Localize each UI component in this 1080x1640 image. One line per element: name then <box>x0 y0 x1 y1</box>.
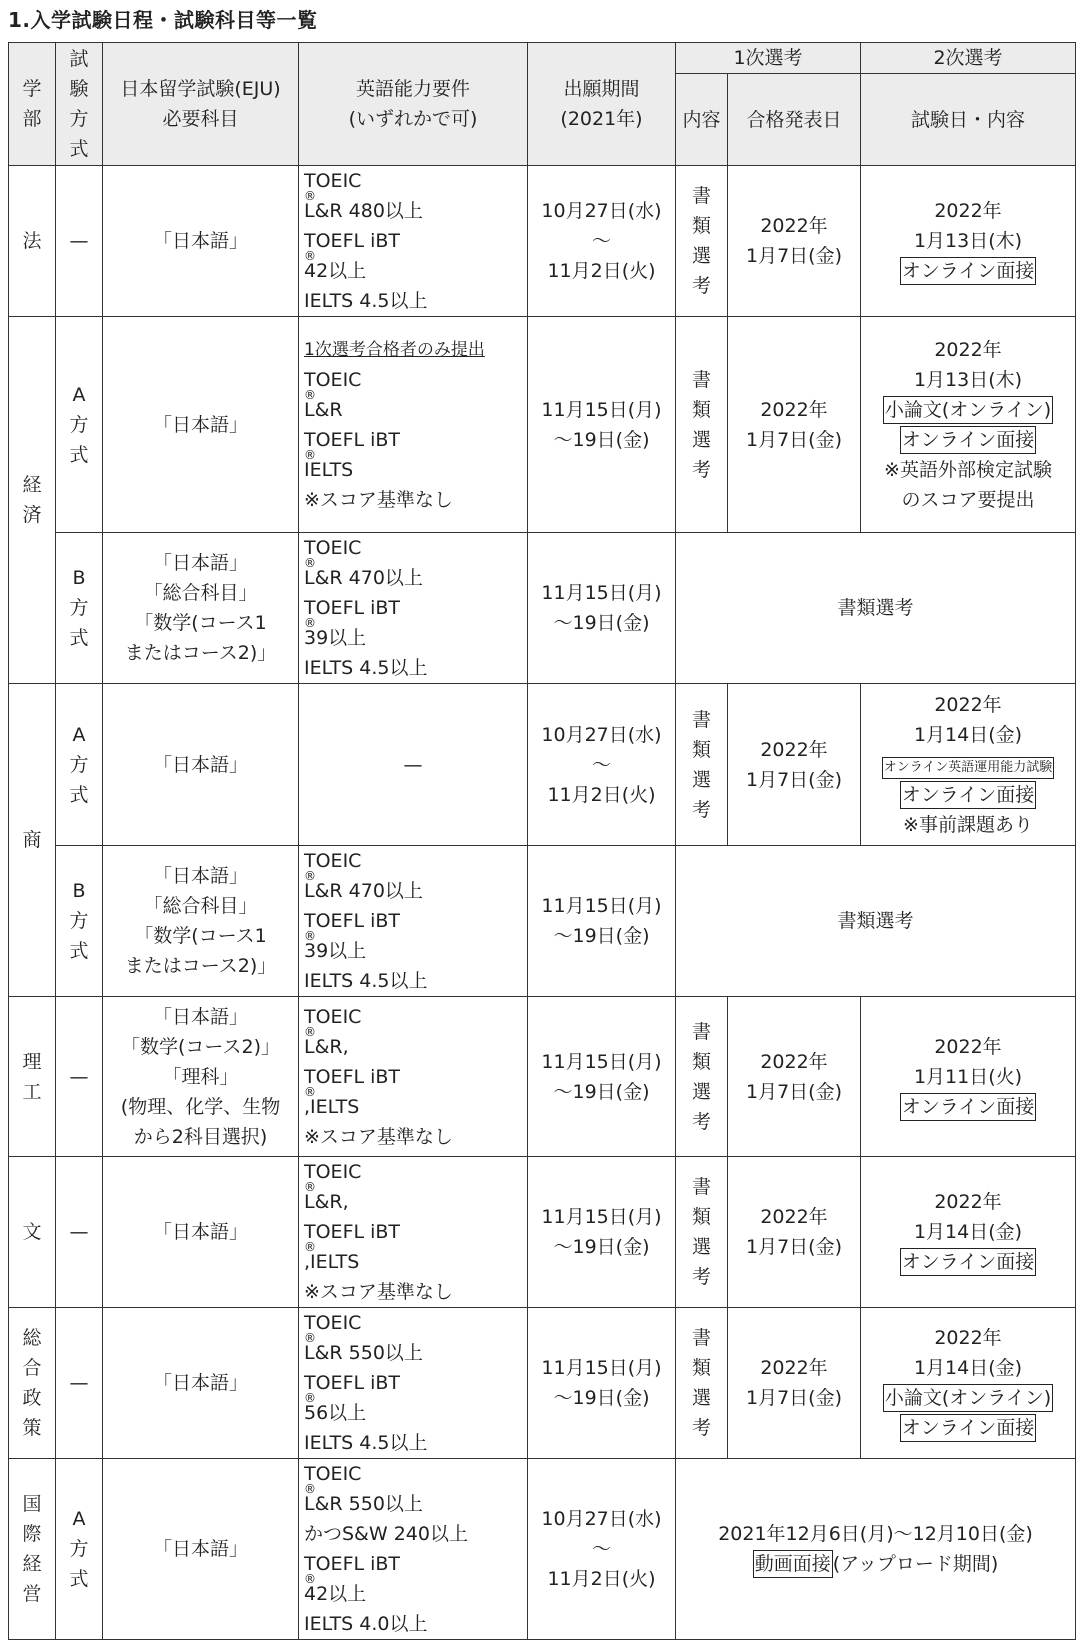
line-item: 1月7日(金) <box>745 1387 842 1409</box>
period-cell <box>528 684 676 846</box>
eju-cell <box>103 1308 299 1459</box>
english-requirement-cell <box>299 317 528 533</box>
line-item: 考 <box>691 458 711 481</box>
line-item: 部 <box>22 108 42 130</box>
line-item: 経 <box>22 1553 42 1575</box>
line-item: 方 <box>69 1538 89 1560</box>
line-item: 式 <box>69 783 89 806</box>
exam-boxed-items <box>861 256 1075 286</box>
line-item: 「数学(コース1 <box>134 612 267 634</box>
line-item: 1月7日(金) <box>745 1236 842 1258</box>
line-item: 2022年 <box>760 1357 828 1379</box>
line-item: A <box>72 723 86 746</box>
line-item: 式 <box>69 1568 89 1590</box>
line-item: またはコース2)」 <box>124 955 277 977</box>
exam-date-text <box>861 196 1075 256</box>
exam-cell <box>861 317 1076 533</box>
method-cell: — <box>56 997 103 1157</box>
table-row-econ-b <box>9 533 1076 684</box>
line-item: 1月7日(金) <box>745 428 842 451</box>
pass-date-cell <box>728 684 861 846</box>
method-cell: — <box>56 166 103 317</box>
header-row-1 <box>9 43 1076 74</box>
line-item: 2022年 <box>934 338 1002 361</box>
table-row-letters <box>9 1157 1076 1308</box>
line-item: TOEFL iBT ® 39以上 <box>304 910 401 962</box>
schedule-cell <box>676 1459 1076 1640</box>
line-item: ※スコア基準なし <box>304 1281 453 1303</box>
eju-cell <box>103 1459 299 1640</box>
line-item: 「日本語」 <box>152 1372 248 1394</box>
line-item: TOEIC ® L&R 470以上 <box>304 850 423 902</box>
period-cell <box>528 317 676 533</box>
line-item: 2022年 <box>934 200 1002 222</box>
line-item: 選 <box>691 1080 711 1103</box>
period-cell <box>528 1308 676 1459</box>
line-item: ※事前課題あり <box>903 813 1033 836</box>
line-item: IELTS 4.5以上 <box>304 657 428 679</box>
line-item: 1月14日(金) <box>913 723 1023 746</box>
line-item: 「数学(コース2)」 <box>121 1035 280 1058</box>
line-item: 〜19日(金) <box>553 612 650 634</box>
faculty-cell <box>9 684 56 997</box>
line-item: 1月7日(金) <box>745 245 842 267</box>
line-item: 11月15日(月) <box>541 1357 662 1379</box>
method-cell <box>56 684 103 846</box>
line-item: 1月13日(木) <box>913 230 1023 252</box>
boxed-exam-item: 小論文(オンライン) <box>883 1384 1053 1412</box>
line-item: 方 <box>69 753 89 776</box>
line-item: 2022年 <box>934 1327 1002 1349</box>
pass-date-cell <box>728 997 861 1157</box>
line-item: (物理、化学、生物 <box>120 1095 281 1118</box>
line-item: 学 <box>22 78 42 100</box>
line-item: TOEIC ® L&R, <box>304 1005 362 1058</box>
line-item: A <box>72 383 86 406</box>
line-item: 「日本語」 <box>152 753 248 776</box>
eju-cell <box>103 997 299 1157</box>
line-item: 類 <box>691 1050 711 1073</box>
line-item: 10月27日(水) <box>541 200 662 222</box>
line-item: 総 <box>22 1327 42 1349</box>
line-item: 方 <box>69 413 89 436</box>
line-item: 方 <box>69 108 89 130</box>
line-item: 11月2日(火) <box>547 260 656 282</box>
exam-note <box>861 455 1075 515</box>
exam-cell <box>861 997 1076 1157</box>
line-item: 経 <box>22 474 42 496</box>
method-cell: — <box>56 1157 103 1308</box>
period-cell <box>528 166 676 317</box>
faculty-cell <box>9 997 56 1157</box>
line-item: 試 <box>69 48 89 70</box>
line-item: 「日本語」 <box>152 1538 248 1560</box>
table-row-science <box>9 997 1076 1157</box>
exam-boxed-items <box>861 1092 1075 1122</box>
english-list <box>304 365 527 515</box>
boxed-exam-item: オンライン面接 <box>900 426 1036 454</box>
line-item: 類 <box>691 215 711 237</box>
line-item: IELTS 4.5以上 <box>304 290 428 312</box>
faculty-cell <box>9 1308 56 1459</box>
line-item: 2022年 <box>760 738 828 761</box>
page-title: 1.入学試験日程・試験科目等一覧 <box>8 8 318 32</box>
line-item: 〜 <box>591 230 611 252</box>
line-item: TOEFL iBT ® 42以上 <box>304 1553 401 1605</box>
line-item: 考 <box>691 1417 711 1439</box>
line-item: 1月7日(金) <box>745 768 842 791</box>
line-item: 出願期間 <box>563 78 640 100</box>
content-cell <box>676 166 728 317</box>
english-requirement-cell <box>299 166 528 317</box>
header-period <box>528 43 676 166</box>
line-item: 書 <box>691 185 711 207</box>
line-item: 「日本語」 <box>152 865 248 887</box>
line-item: 商 <box>22 829 42 851</box>
line-item: 1月11日(火) <box>913 1065 1023 1088</box>
boxed-exam-item: オンライン面接 <box>900 1414 1036 1442</box>
exam-boxed-items <box>861 1247 1075 1277</box>
method-cell: — <box>56 1308 103 1459</box>
line-item: 1月7日(金) <box>745 1080 842 1103</box>
eju-cell <box>103 317 299 533</box>
line-item: 〜19日(金) <box>553 1387 650 1409</box>
line-item: 式 <box>69 138 89 160</box>
line-item: TOEFL iBT ® 42以上 <box>304 230 401 282</box>
line-item: 〜 <box>591 753 611 776</box>
method-cell <box>56 846 103 997</box>
line-item: ※スコア基準なし <box>304 488 453 511</box>
pass-date-cell <box>728 317 861 533</box>
english-requirement-cell <box>299 997 528 1157</box>
line-item: IELTS 4.5以上 <box>304 1432 428 1454</box>
line-item: 11月15日(月) <box>541 582 662 604</box>
header-content: 内容 <box>676 74 728 166</box>
line-item: 2022年 <box>934 693 1002 716</box>
line-item: TOEIC ® L&R 480以上 <box>304 170 423 222</box>
header-method <box>56 43 103 166</box>
exam-date-text <box>861 1323 1075 1383</box>
line-item: 考 <box>691 1266 711 1288</box>
line-item: 選 <box>691 428 711 451</box>
line-item: 必要科目 <box>162 108 239 130</box>
exam-date-text <box>861 690 1075 750</box>
line-item: 11月2日(火) <box>547 783 656 806</box>
line-item: かつS&W 240以上 <box>304 1523 468 1545</box>
line-item: 選 <box>691 245 711 267</box>
line-item: TOEFL iBT ® 39以上 <box>304 597 401 649</box>
exam-note <box>861 810 1075 840</box>
line-item: 験 <box>69 78 89 100</box>
line-item: 選 <box>691 1236 711 1258</box>
line-item: 書 <box>691 1327 711 1349</box>
period-cell <box>528 1459 676 1640</box>
line-item: 理 <box>22 1050 42 1073</box>
faculty-cell <box>9 166 56 317</box>
line-item: 「日本語」 <box>152 552 248 574</box>
line-item: 〜19日(金) <box>553 428 650 451</box>
english-requirement-cell <box>299 533 528 684</box>
exam-date-text <box>861 1032 1075 1092</box>
line-item: 考 <box>691 798 711 821</box>
line-item: ※英語外部検定試験 <box>884 458 1052 481</box>
line-item: 選 <box>691 768 711 791</box>
line-item: 式 <box>69 443 89 466</box>
table-row-policy <box>9 1308 1076 1459</box>
line-item: 1月13日(木) <box>913 368 1023 391</box>
selection-cell: 書類選考 <box>676 846 1076 997</box>
eju-cell <box>103 1157 299 1308</box>
line-item: TOEIC ® L&R 470以上 <box>304 537 423 589</box>
line-item: 書 <box>691 1020 711 1043</box>
boxed-exam-item: オンライン面接 <box>900 1248 1036 1276</box>
exam-date-text <box>861 1187 1075 1247</box>
pass-date-cell <box>728 1157 861 1308</box>
exam-cell <box>861 684 1076 846</box>
line-item: B <box>72 880 86 902</box>
method-cell <box>56 317 103 533</box>
table-row-international <box>9 1459 1076 1640</box>
line-item: 「日本語」 <box>152 230 248 252</box>
header-faculty <box>9 43 56 166</box>
line-item: 2022年 <box>934 1191 1002 1213</box>
header-pass-date: 合格発表日 <box>728 74 861 166</box>
line-item: 「総合科目」 <box>143 895 258 917</box>
line-item: 「日本語」 <box>152 413 248 436</box>
pass-date-cell <box>728 166 861 317</box>
faculty-cell <box>9 317 56 684</box>
line-item: 11月15日(月) <box>541 398 662 421</box>
period-cell <box>528 997 676 1157</box>
english-requirement-cell <box>299 1308 528 1459</box>
method-cell <box>56 533 103 684</box>
line-item: TOEIC ® L&R 550以上 <box>304 1463 423 1515</box>
line-item: 2022年 <box>760 1050 828 1073</box>
eju-cell <box>103 166 299 317</box>
line-item: 〜19日(金) <box>553 925 650 947</box>
line-item: 2022年 <box>934 1035 1002 1058</box>
line-item: (いずれかで可) <box>348 108 478 130</box>
line-item: 式 <box>69 940 89 962</box>
line-item: 2022年 <box>760 398 828 421</box>
table-row-commerce-a <box>9 684 1076 846</box>
faculty-cell <box>9 1459 56 1640</box>
line-item: 「数学(コース1 <box>134 925 267 947</box>
line-item: A <box>72 1508 86 1530</box>
line-item: 策 <box>22 1417 42 1439</box>
line-item: TOEFL iBT ® ,IELTS <box>304 1221 401 1273</box>
english-test-box: オンライン英語運用能力試験 <box>882 757 1055 779</box>
pass-date-cell <box>728 1308 861 1459</box>
line-item: 〜19日(金) <box>553 1236 650 1258</box>
line-item: 政 <box>22 1387 42 1409</box>
header-exam-date: 試験日・内容 <box>861 74 1076 166</box>
line-item: 法 <box>22 230 42 252</box>
line-item: 類 <box>691 1206 711 1228</box>
exam-cell <box>861 1308 1076 1459</box>
content-cell <box>676 317 728 533</box>
line-item: 類 <box>691 398 711 421</box>
upload-period-text: (アップロード期間) <box>832 1553 999 1575</box>
line-item: 考 <box>691 275 711 297</box>
line-item: 考 <box>691 1110 711 1133</box>
line-item: 式 <box>69 627 89 649</box>
line-item: 11月15日(月) <box>541 895 662 917</box>
header-first-selection: 1次選考 <box>676 43 861 74</box>
line-item: 〜19日(金) <box>553 1080 650 1103</box>
content-cell <box>676 684 728 846</box>
line-item: 10月27日(水) <box>541 1508 662 1530</box>
line-item: 書 <box>691 1176 711 1198</box>
line-item: 済 <box>22 504 42 526</box>
line-item: IELTS 4.0以上 <box>304 1613 428 1635</box>
line-item: 書 <box>691 368 711 391</box>
exam-boxed-items <box>861 780 1075 810</box>
line-item: 合 <box>22 1357 42 1379</box>
header-english <box>299 43 528 166</box>
line-item: 国 <box>22 1493 42 1515</box>
content-cell <box>676 1157 728 1308</box>
line-item: またはコース2)」 <box>124 642 277 664</box>
line-item: 「日本語」 <box>152 1221 248 1243</box>
line-item: 際 <box>22 1523 42 1545</box>
line-item: 工 <box>22 1080 42 1103</box>
period-cell <box>528 846 676 997</box>
boxed-exam-item: オンライン面接 <box>900 1093 1036 1121</box>
line-item: TOEFL iBT ® ,IELTS <box>304 1065 401 1118</box>
line-item: のスコア要提出 <box>901 488 1035 511</box>
period-cell <box>528 533 676 684</box>
eju-cell <box>103 533 299 684</box>
table-row-econ-a <box>9 317 1076 533</box>
content-cell <box>676 1308 728 1459</box>
line-item: 2022年 <box>760 215 828 237</box>
submission-note: 1次選考合格者のみ提出 <box>304 339 485 360</box>
line-item: TOEFL iBT ® <box>304 428 401 462</box>
line-item: ※スコア基準なし <box>304 1125 453 1148</box>
faculty-cell <box>9 1157 56 1308</box>
line-item: 英語能力要件 <box>355 78 470 100</box>
line-item: 方 <box>69 597 89 619</box>
line-item: 営 <box>22 1583 42 1605</box>
line-item: 2022年 <box>760 1206 828 1228</box>
selection-cell: 書類選考 <box>676 533 1076 684</box>
english-requirement-cell <box>299 684 528 846</box>
english-requirement-cell <box>299 846 528 997</box>
line-item: (2021年) <box>560 108 643 130</box>
header-eju <box>103 43 299 166</box>
line-item: 11月15日(月) <box>541 1206 662 1228</box>
english-requirement-cell <box>299 1459 528 1640</box>
line-item: 1月14日(金) <box>913 1221 1023 1243</box>
line-item: TOEIC ® L&R 550以上 <box>304 1312 423 1364</box>
table-row-law <box>9 166 1076 317</box>
line-item: 11月15日(月) <box>541 1050 662 1073</box>
boxed-exam-item: オンライン面接 <box>900 257 1036 285</box>
header-second-selection: 2次選考 <box>861 43 1076 74</box>
line-item: 11月2日(火) <box>547 1568 656 1590</box>
video-interview-box: 動画面接 <box>753 1550 833 1578</box>
english-requirement-cell <box>299 1157 528 1308</box>
line-item: から2科目選択) <box>133 1125 268 1148</box>
method-cell <box>56 1459 103 1640</box>
table-row-commerce-b <box>9 846 1076 997</box>
line-item: TOEIC ® L&R <box>304 368 362 421</box>
line-item: 日本留学試験(EJU) <box>120 78 281 100</box>
exam-boxed-items <box>861 1383 1075 1443</box>
line-item: — <box>403 753 423 776</box>
line-item: 1月14日(金) <box>913 1357 1023 1379</box>
line-item: 〜 <box>591 1538 611 1560</box>
exam-date-text <box>861 335 1075 395</box>
schedule-dates: 2021年12月6日(月)〜12月10日(金) <box>718 1523 1033 1545</box>
exam-cell <box>861 166 1076 317</box>
line-item: IELTS <box>304 458 354 481</box>
eju-cell <box>103 846 299 997</box>
line-item: 「総合科目」 <box>143 582 258 604</box>
boxed-exam-item: オンライン面接 <box>900 781 1036 809</box>
line-item: 類 <box>691 738 711 761</box>
line-item: 類 <box>691 1357 711 1379</box>
line-item: 10月27日(水) <box>541 723 662 746</box>
content-cell <box>676 997 728 1157</box>
boxed-exam-item: 小論文(オンライン) <box>883 396 1053 424</box>
line-item: 書 <box>691 708 711 731</box>
line-item: IELTS 4.5以上 <box>304 970 428 992</box>
exam-cell <box>861 1157 1076 1308</box>
period-cell <box>528 1157 676 1308</box>
line-item: 文 <box>22 1221 42 1243</box>
exam-schedule-table <box>8 42 1076 1640</box>
line-item: TOEIC ® L&R, <box>304 1161 362 1213</box>
line-item: 方 <box>69 910 89 932</box>
eju-cell <box>103 684 299 846</box>
exam-boxed-items <box>861 395 1075 455</box>
line-item: TOEFL iBT ® 56以上 <box>304 1372 401 1424</box>
line-item: 「日本語」 <box>152 1005 248 1028</box>
line-item: B <box>72 567 86 589</box>
line-item: 「理科」 <box>162 1065 239 1088</box>
line-item: 選 <box>691 1387 711 1409</box>
